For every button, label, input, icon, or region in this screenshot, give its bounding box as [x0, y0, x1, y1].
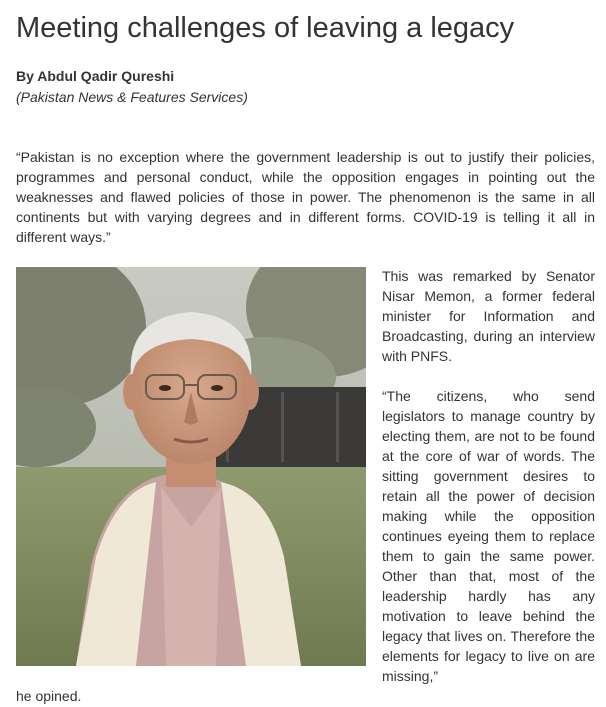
article-title: Meeting challenges of leaving a legacy	[16, 12, 515, 44]
author-byline: By Abdul Qadir Qureshi	[16, 68, 175, 84]
portrait-photo	[16, 267, 366, 666]
side-text-column	[382, 266, 595, 706]
news-source: (Pakistan News & Features Services)	[16, 89, 248, 105]
paragraph-tail: he opined.	[16, 688, 82, 704]
opening-quote: “Pakistan is no exception where the government leadership is out to justify their policies, programmes and personal conduct, while the opposition engages in pointing out the weaknesses and flawed policies of those in power. The phenomenon is the same in all continents but with varying degrees and in different forms. COVID-19 is telling it all in different ways.”	[16, 149, 595, 245]
paragraph-remark: This was remarked by Senator Nisar Memon, a former federal minister for Information and Broadcasting, during an interview with PNFS.	[382, 268, 595, 364]
paragraph-citizens: “The citizens, who send legislators to manage country by electing them, are not to be found at the core of war of words. The sitting government desires to retain all the power of decision making while the opposition continues eyeing them to replace them to gain the same power. Other than that, most of the leadership hardly has any motivation to leave behind the legacy that lives on. Therefore the elements for legacy to live on are missing,”	[382, 388, 595, 684]
